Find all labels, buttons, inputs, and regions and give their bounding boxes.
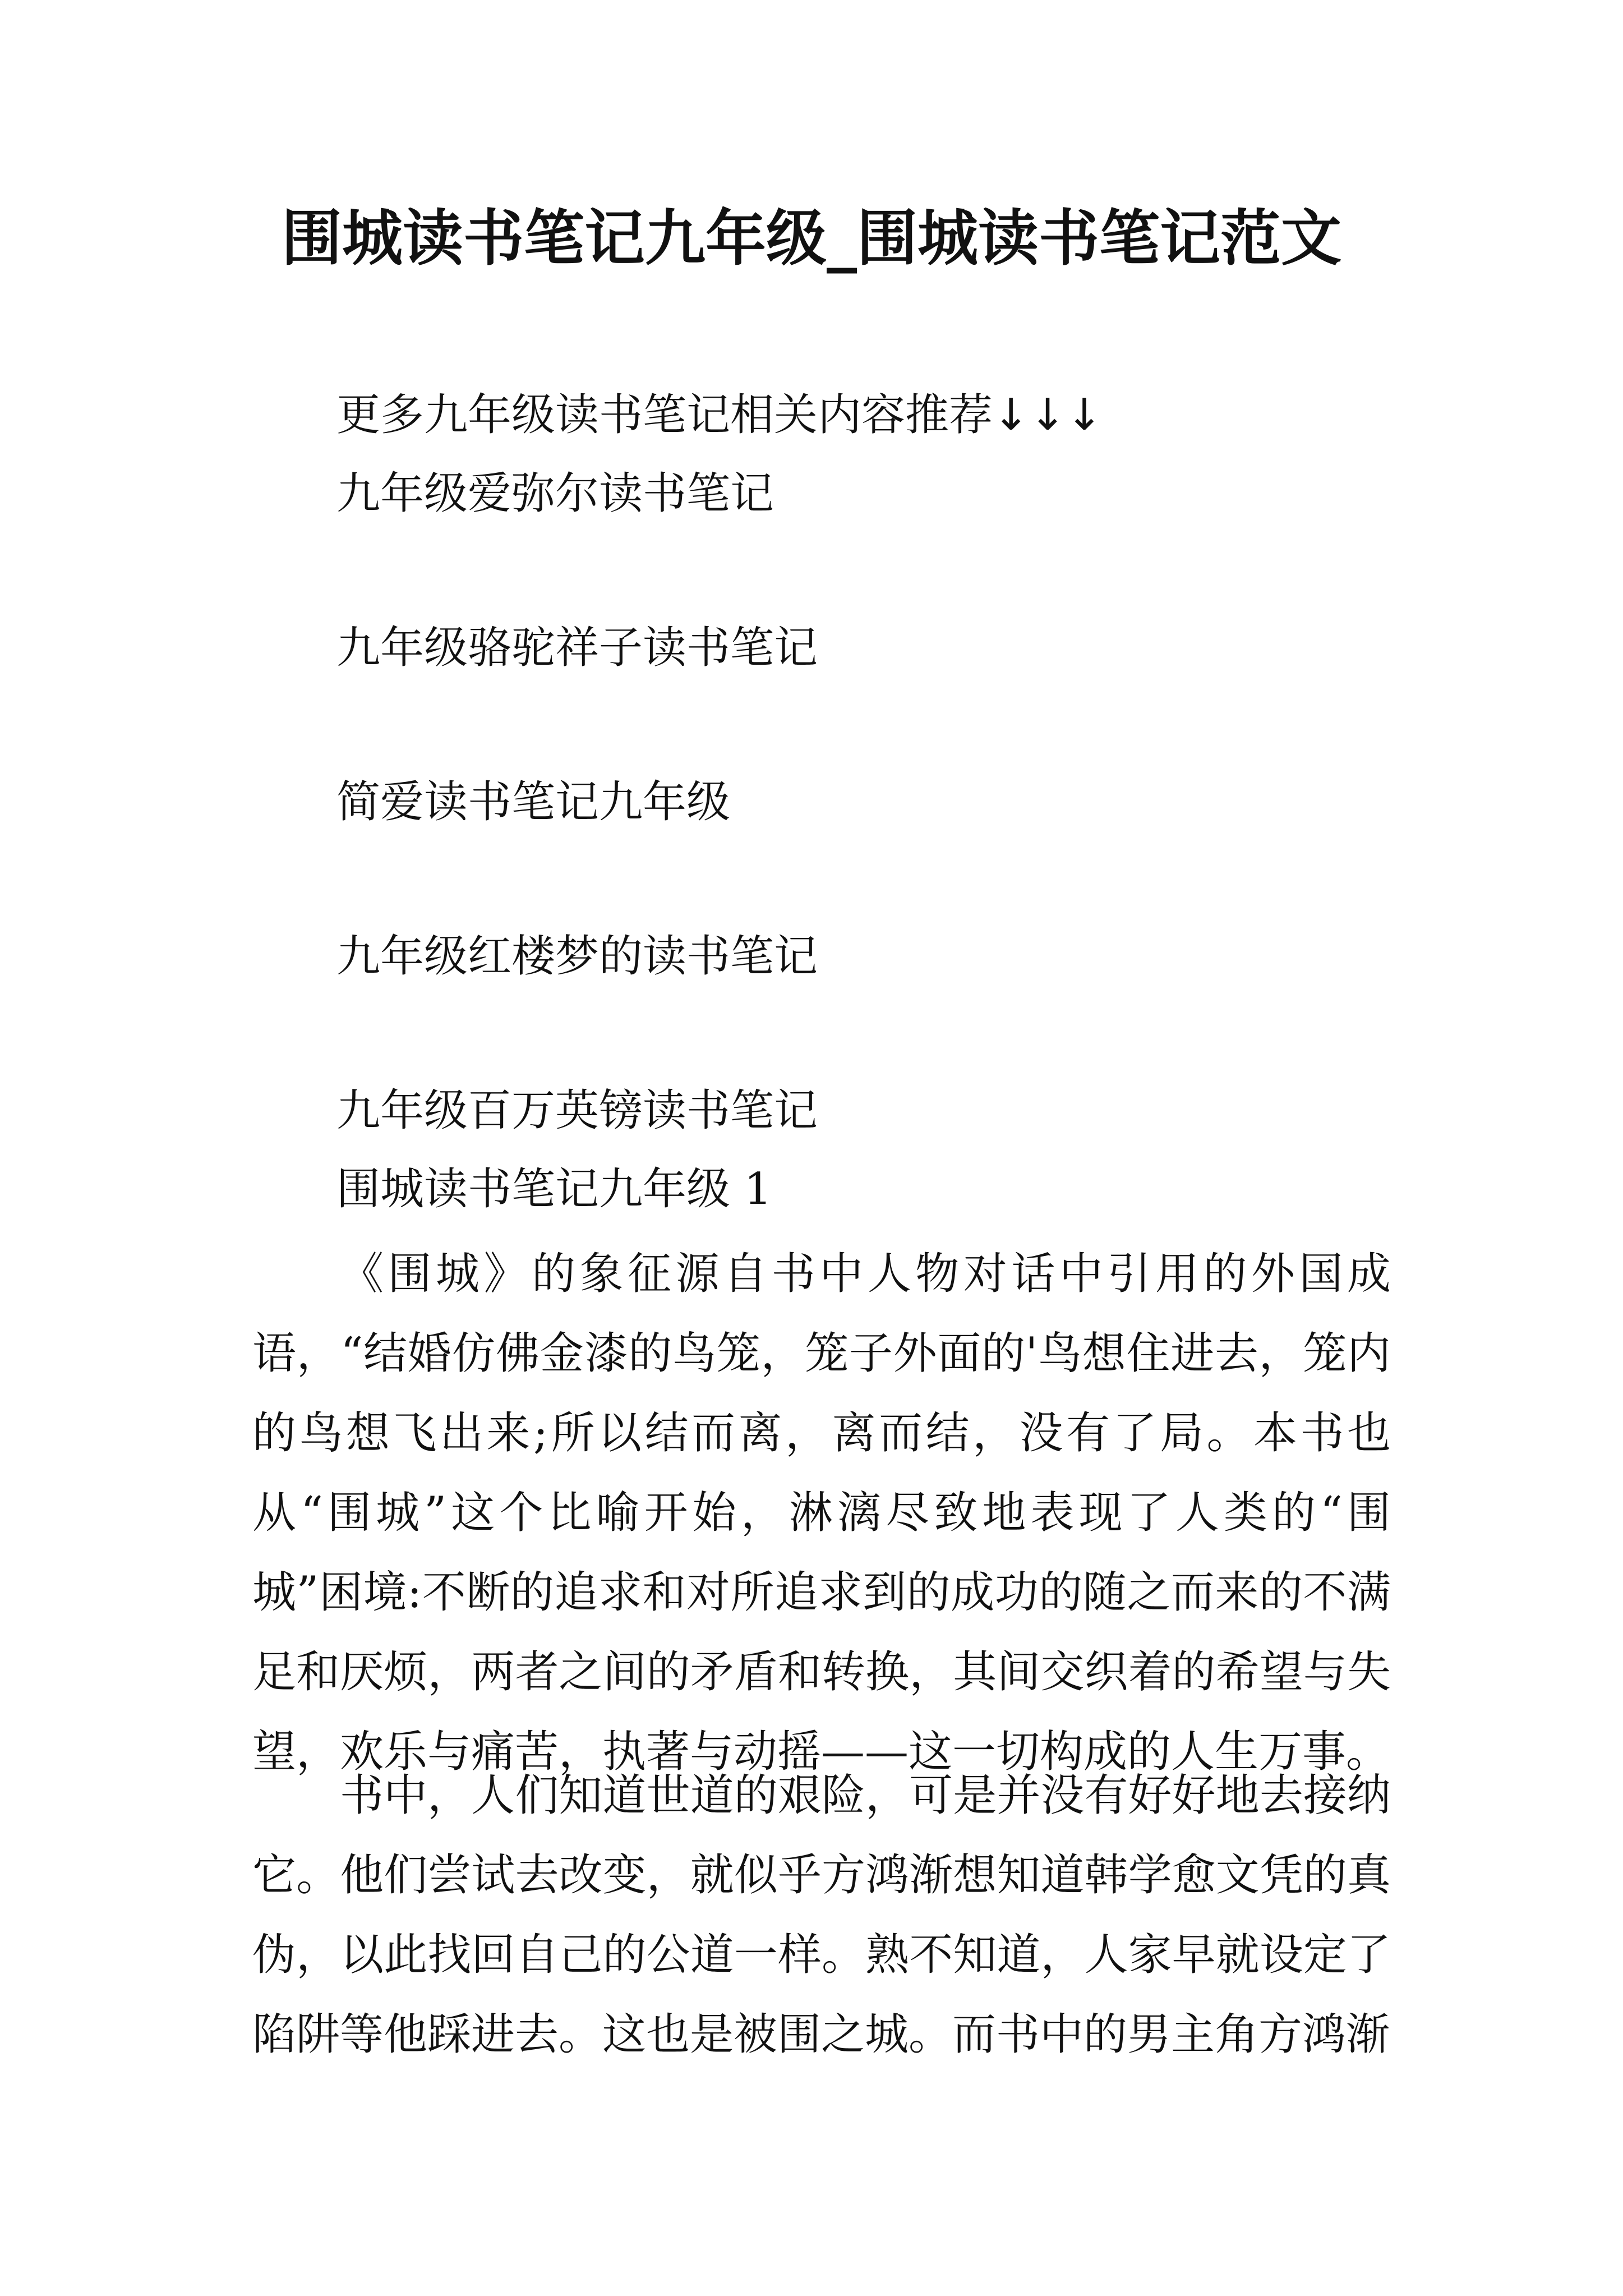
recommend-text: 更多九年级读书笔记相关内容推荐 bbox=[336, 390, 993, 440]
body-paragraph: 《围城》的象征源自书中人物对话中引用的外国成语，“结婚仿佛金漆的鸟笼，笼子外面的'鸟想住进去，笼内的鸟想飞出来;所以结而离，离而结，没有了局。本书也从“围城”这个比喻开始，淋漓尽致地表现了人类的“围城”困境:不断的追求和对所追求到的成功的随之而来的不满足和厌烦，两者之间的矛盾和转换，其间交织着的希望与失望，欢乐与痛苦，执著与动摇——这一切构成的人生万事。 bbox=[252, 1249, 1391, 1777]
section-heading: 围城读书笔记九年级 1 bbox=[336, 1164, 772, 1214]
related-link[interactable]: 九年级红楼梦的读书笔记 bbox=[336, 931, 818, 982]
down-arrows-icon: ↓↓↓ bbox=[993, 390, 1103, 440]
body-paragraph: 书中，人们知道世道的艰险，可是并没有好好地去接纳它。他们尝试去改变，就似乎方鸿渐想知道韩学愈文凭的真伪，以此找回自己的公道一样。熟不知道，人家早就设定了陷阱等他踩进去。这也是被围之城。而书中的男主角方鸿渐 bbox=[252, 1770, 1391, 2060]
document-title: 围城读书笔记九年级_围城读书笔记范文 bbox=[281, 203, 1341, 274]
related-link[interactable]: 九年级百万英镑读书笔记 bbox=[336, 1085, 818, 1136]
related-link[interactable]: 九年级骆驼祥子读书笔记 bbox=[336, 623, 818, 673]
related-link[interactable]: 简爱读书笔记九年级 bbox=[336, 777, 731, 827]
related-link[interactable]: 九年级爱弥尔读书笔记 bbox=[336, 468, 774, 519]
recommend-line bbox=[336, 387, 1103, 443]
